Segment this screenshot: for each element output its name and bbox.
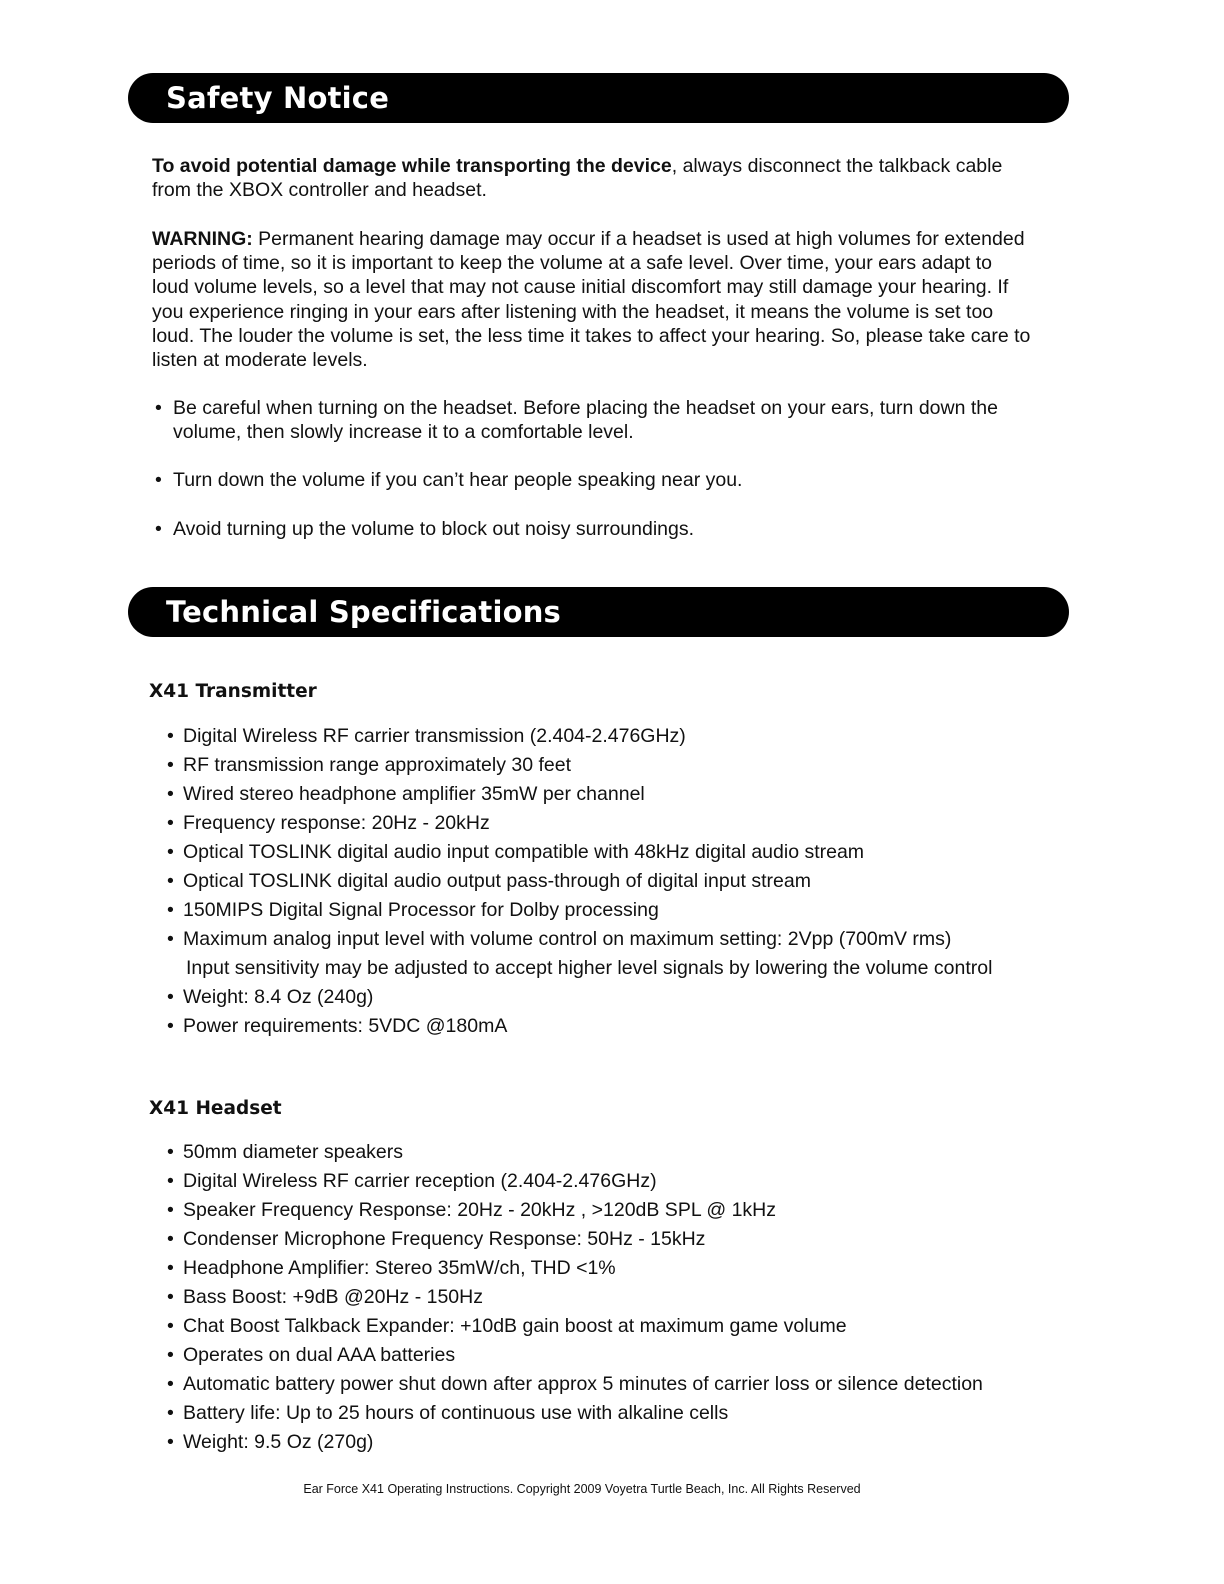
transport-paragraph (152, 154, 1032, 202)
list-item: • Weight: 8.4 Oz (240g) (165, 983, 1065, 1012)
list-item-text: Maximum analog input level with volume control on maximum setting: 2Vpp (700mV rms) (183, 928, 952, 950)
list-item-continuation: Input sensitivity may be adjusted to accept higher level signals by lowering the volume control (186, 957, 993, 979)
list-item: • Battery life: Up to 25 hours of continuous use with alkaline cells (165, 1399, 1065, 1428)
list-item: • 150MIPS Digital Signal Processor for Dolby processing (165, 896, 1065, 925)
list-item: • Chat Boost Talkback Expander: +10dB gain boost at maximum game volume (165, 1312, 1065, 1341)
list-item: • Turn down the volume if you can’t hear people speaking near you. (152, 468, 1032, 492)
list-item: • Headphone Amplifier: Stereo 35mW/ch, THD <1% (165, 1254, 1065, 1283)
warning-text: Permanent hearing damage may occur if a headset is used at high volumes for extended periods of time, so it is important to keep the volume at a safe level. Over time, your ears adapt to loud volume levels, so a level that may not cause initial discomfort may still damage your hearing. If you experience ringing in your ears after listening with the headset, it means the volume is set too loud. The louder the volume is set, the less time it takes to affect your hearing. So, please take care to listen at moderate levels. (152, 228, 1031, 372)
list-item: • Operates on dual AAA batteries (165, 1341, 1065, 1370)
transmitter-spec-list (165, 722, 1065, 1041)
transmitter-heading: X41 Transmitter (149, 681, 317, 702)
technical-specifications-banner (128, 587, 1069, 637)
transport-bold-text: To avoid potential damage while transporting the device (152, 155, 672, 177)
list-item: • Condenser Microphone Frequency Response: 50Hz - 15kHz (165, 1225, 1065, 1254)
warning-label: WARNING: (152, 228, 253, 250)
list-item: • Frequency response: 20Hz - 20kHz (165, 809, 1065, 838)
list-item (165, 925, 1065, 983)
safety-bullet-list (152, 396, 1032, 565)
list-item: • RF transmission range approximately 30 feet (165, 751, 1065, 780)
transport-text: , always disconnect the talkback cable from the XBOX controller and headset. (152, 155, 1003, 202)
warning-paragraph (152, 227, 1032, 372)
list-item: • Avoid turning up the volume to block out noisy surroundings. (152, 517, 1032, 541)
list-item: • Automatic battery power shut down after approx 5 minutes of carrier loss or silence detection (165, 1370, 1065, 1399)
list-item: • Bass Boost: +9dB @20Hz - 150Hz (165, 1283, 1065, 1312)
headset-heading: X41 Headset (149, 1098, 282, 1119)
safety-notice-title: Safety Notice (166, 81, 390, 115)
list-item: • Weight: 9.5 Oz (270g) (165, 1428, 1065, 1457)
list-item: • Optical TOSLINK digital audio input compatible with 48kHz digital audio stream (165, 838, 1065, 867)
list-item: • Speaker Frequency Response: 20Hz - 20kHz , >120dB SPL @ 1kHz (165, 1196, 1065, 1225)
list-item: • Be careful when turning on the headset. Before placing the headset on your ears, turn down the volume, then slowly increase it to a comfortable level. (152, 396, 1032, 444)
safety-notice-banner (128, 73, 1069, 123)
list-item: • Wired stereo headphone amplifier 35mW per channel (165, 780, 1065, 809)
list-item: • Optical TOSLINK digital audio output pass-through of digital input stream (165, 867, 1065, 896)
list-item: • Digital Wireless RF carrier transmission (2.404-2.476GHz) (165, 722, 1065, 751)
list-item: • Power requirements: 5VDC @180mA (165, 1012, 1065, 1041)
technical-specifications-title: Technical Specifications (166, 595, 562, 629)
list-item: • 50mm diameter speakers (165, 1138, 1065, 1167)
copyright-footer: Ear Force X41 Operating Instructions. Copyright 2009 Voyetra Turtle Beach, Inc. All Rights Reserved (303, 1482, 861, 1496)
list-item: • Digital Wireless RF carrier reception (2.404-2.476GHz) (165, 1167, 1065, 1196)
headset-spec-list (165, 1138, 1065, 1457)
